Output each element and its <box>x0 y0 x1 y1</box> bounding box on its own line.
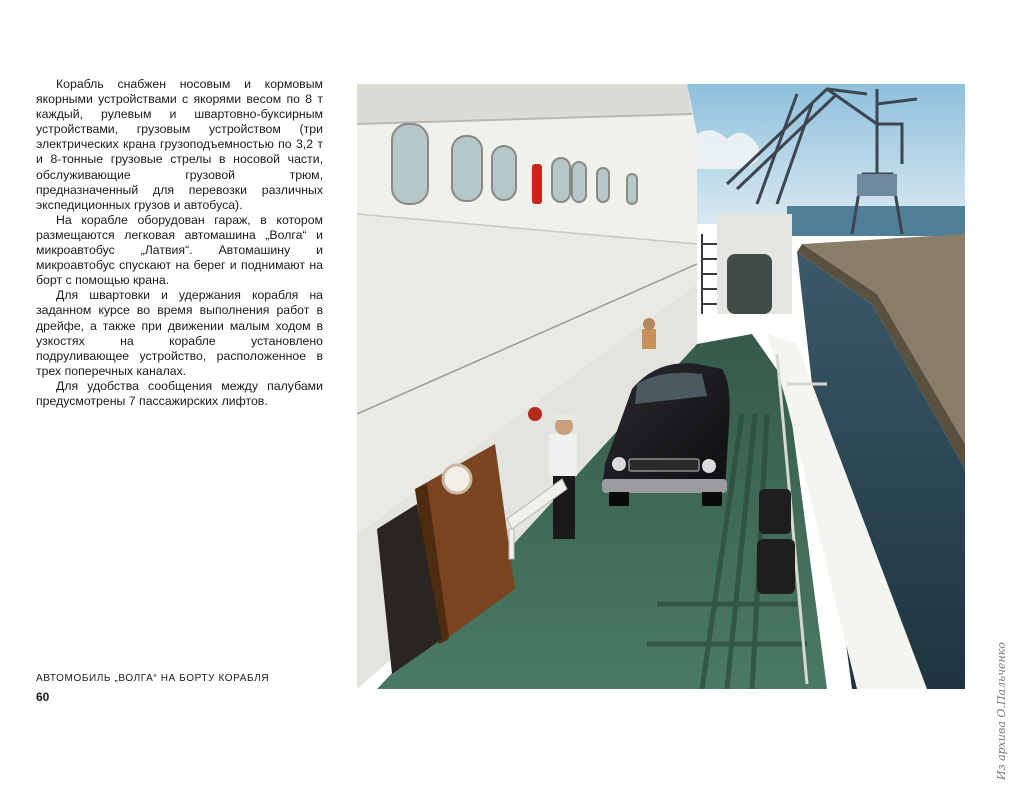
worker-figure <box>642 318 656 349</box>
body-text <box>36 77 323 409</box>
paragraph-lifts: Для удобства сообщения между палубами предусмотрены 7 пассажирских лифтов. <box>36 378 323 408</box>
archive-watermark: Из архива О.Пальченко <box>995 642 1008 780</box>
sea-horizon <box>787 206 965 236</box>
ship-deck-photo <box>357 84 965 689</box>
crane-cabin <box>857 174 897 196</box>
passage-opening <box>727 254 772 314</box>
fire-extinguisher <box>532 164 542 204</box>
paragraph-anchors: Корабль снабжен носовым и кормовым якорными устройствами с якорями весом по 8 т каждый, рулевым и швартовно-буксирным устройствами, грузовым устройством (три электрических крана грузоподъемностью по 3,2 т и 8-тонные грузовые стрелы в носовой части, обслуживающие грузовой трюм, предназначенный для перевозки различных экспедиционных грузов и автобуса). <box>36 77 323 212</box>
red-fixture <box>528 407 542 421</box>
paragraph-garage: На корабле оборудован гараж, в котором размещаются легковая автомашина „Волга“ и микроавтобус „Латвия“. Автомашину и микроавтобус спускают на берег и поднимают на борт с помощью крана. <box>36 212 323 288</box>
page-number: 60 <box>36 690 50 704</box>
bollards <box>757 489 795 594</box>
photo-caption: АВТОМОБИЛЬ „ВОЛГА“ НА БОРТУ КОРАБЛЯ <box>36 673 270 684</box>
paragraph-thruster: Для швартовки и удержания корабля на заданном курсе во время выполнения работ в дрейфе, а также при движении малым ходом в узкостях на корабле установлено подруливающее устройство, расположенное в трех поперечных каналах. <box>36 288 323 378</box>
